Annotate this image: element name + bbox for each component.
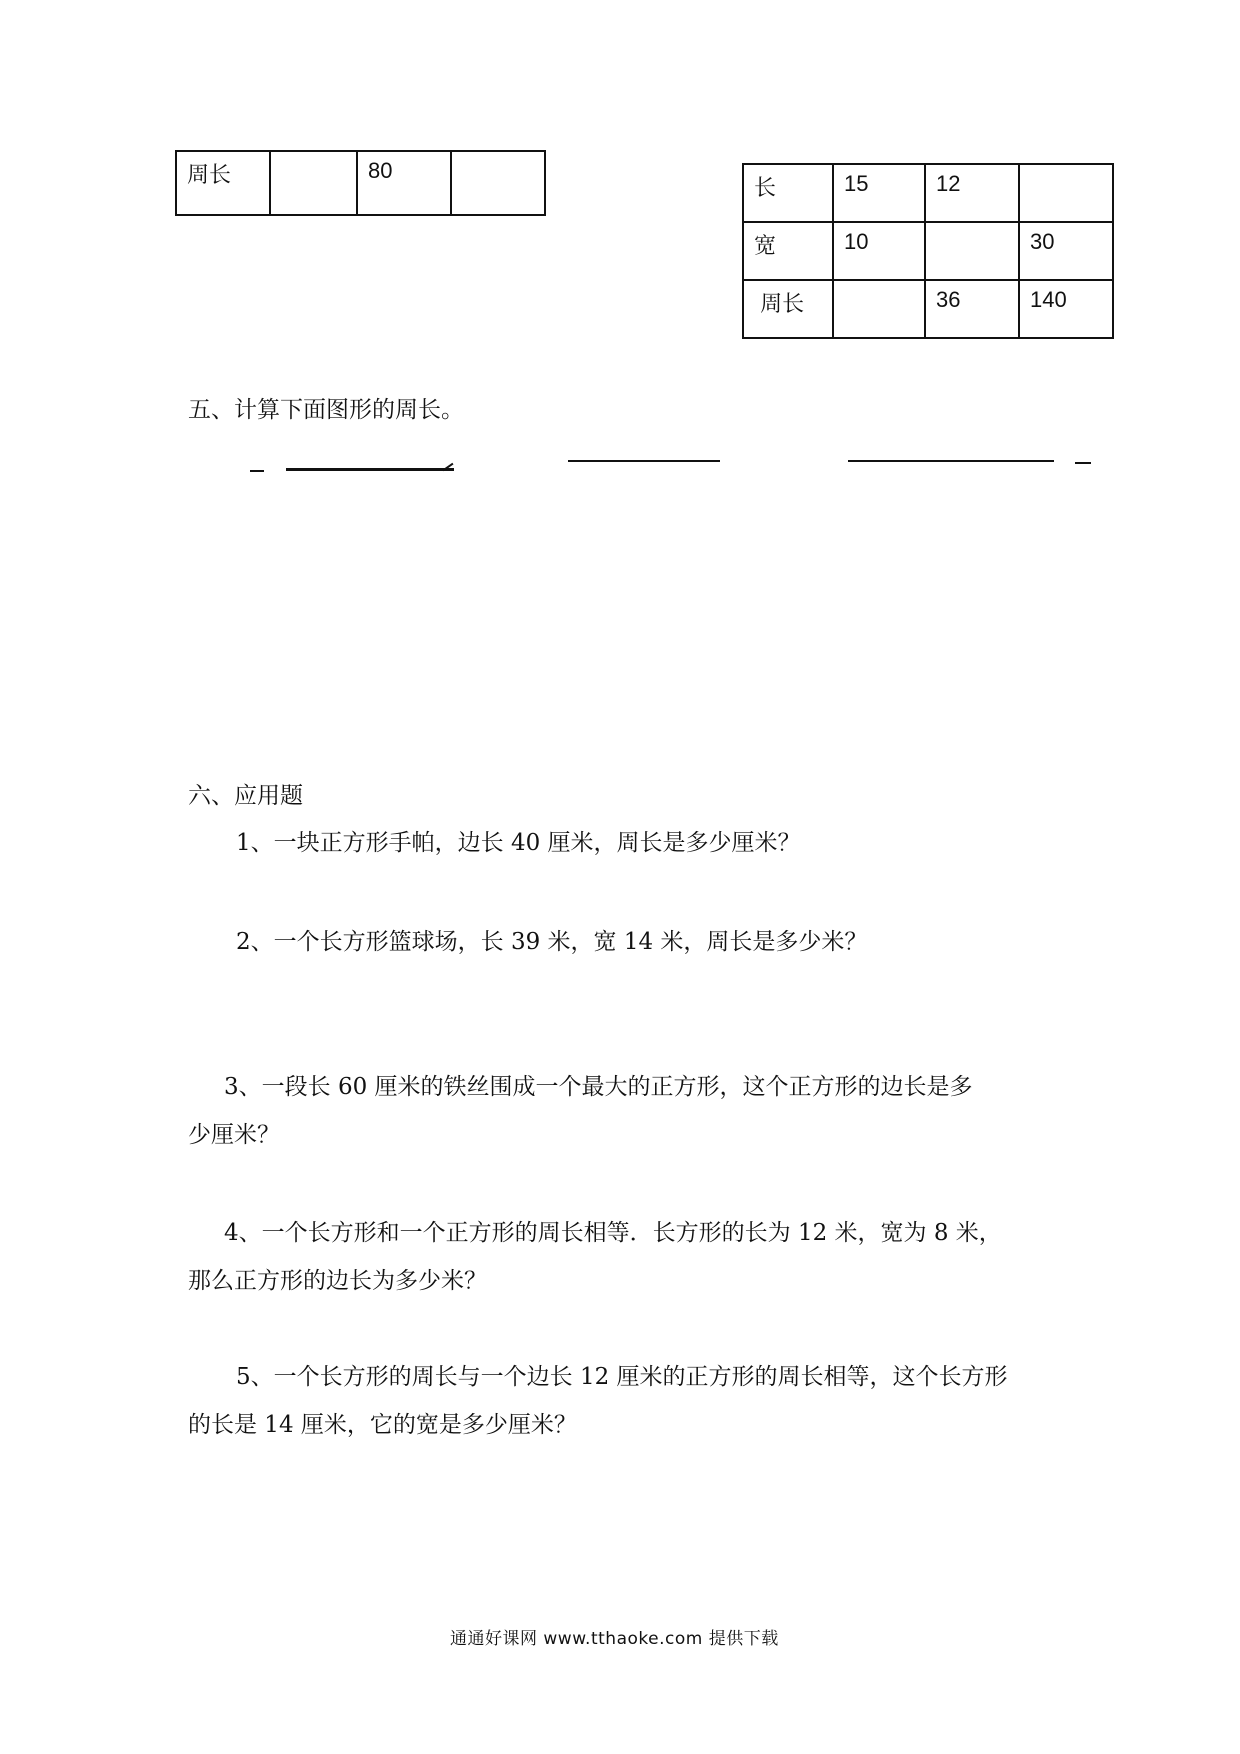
question-1: 1、一块正方形手帕，边长 40 厘米，周长是多少厘米？ — [236, 830, 801, 856]
question-5-line1: 5、一个长方形的周长与一个边长 12 厘米的正方形的周长相等，这个长方形 — [236, 1364, 1008, 1390]
table-cell — [833, 280, 925, 338]
table-cell: 15 — [833, 164, 925, 222]
table-cell — [451, 151, 545, 215]
table-cell — [925, 222, 1019, 280]
perimeter-table-right — [742, 163, 1114, 339]
section6-title: 六、应用题 — [188, 783, 303, 809]
figure-line — [848, 460, 1054, 462]
table-cell: 30 — [1019, 222, 1113, 280]
section5-title: 五、计算下面图形的周长。 — [188, 397, 464, 423]
table-cell — [1019, 164, 1113, 222]
table-cell: 长 — [743, 164, 833, 222]
question-3-line2: 少厘米？ — [188, 1122, 280, 1148]
figure-line — [1075, 462, 1091, 464]
page-footer: 通通好课网 www.tthaoke.com 提供下载 — [450, 1629, 779, 1649]
table-row — [743, 164, 1113, 222]
figure-line — [286, 468, 454, 471]
table-cell — [270, 151, 357, 215]
table-cell: 12 — [925, 164, 1019, 222]
table-cell: 36 — [925, 280, 1019, 338]
question-2: 2、一个长方形篮球场，长 39 米，宽 14 米，周长是多少米？ — [236, 929, 868, 955]
table-row — [176, 151, 545, 215]
table-cell: 10 — [833, 222, 925, 280]
question-3-line1: 3、一段长 60 厘米的铁丝围成一个最大的正方形，这个正方形的边长是多 — [224, 1074, 973, 1100]
question-5-line2: 的长是 14 厘米，它的宽是多少厘米？ — [188, 1412, 577, 1438]
question-4-line2: 那么正方形的边长为多少米？ — [188, 1268, 487, 1294]
table-cell: 宽 — [743, 222, 833, 280]
table-cell: 周长 — [743, 280, 833, 338]
table-row — [743, 280, 1113, 338]
table-cell: 周长 — [176, 151, 270, 215]
table-cell: 140 — [1019, 280, 1113, 338]
perimeter-table-left — [175, 150, 546, 216]
question-4-line1: 4、一个长方形和一个正方形的周长相等．长方形的长为 12 米，宽为 8 米， — [224, 1220, 1002, 1246]
table-row — [743, 222, 1113, 280]
table-cell: 80 — [357, 151, 451, 215]
figure-line — [568, 460, 720, 462]
figure-line — [250, 470, 264, 472]
